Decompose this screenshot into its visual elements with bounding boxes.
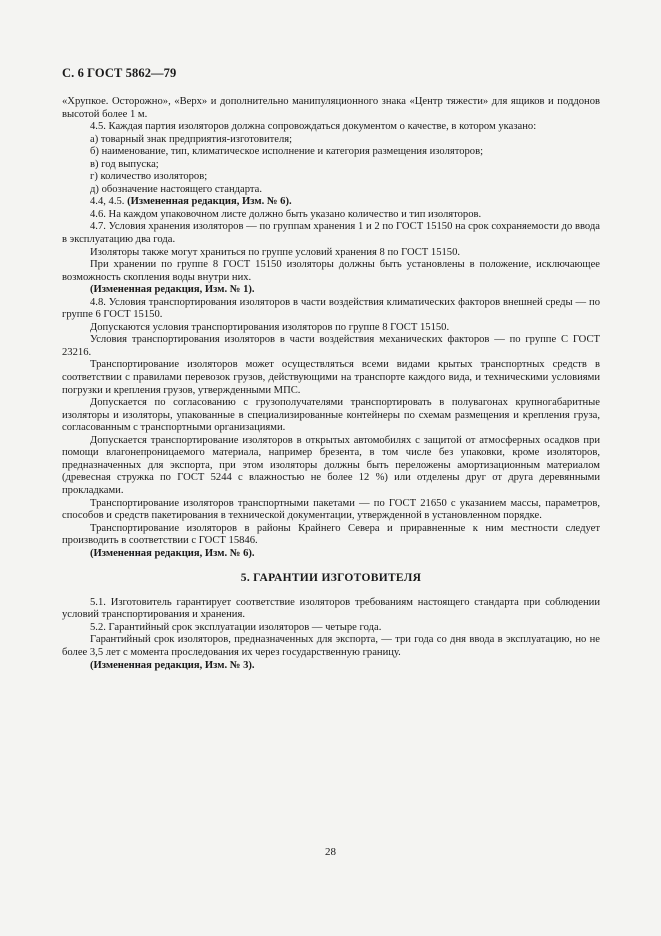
page-number: 28 xyxy=(325,846,336,858)
amendment-note: (Измененная редакция, Изм. № 3). xyxy=(90,659,255,671)
paragraph-text: 4.6. На каждом упаковочном листе должно быть указано количество и тип изоляторов. xyxy=(90,208,482,220)
paragraph-text: Транспортирование изоляторов транспортными пакетами — по ГОСТ 21650 с указанием массы, параметров, способов и средств пакетирования в технической документации, утвержденной в установленном порядке. xyxy=(62,497,600,522)
amendment-note: (Измененная редакция, Изм. № 1). xyxy=(90,284,255,296)
paragraph xyxy=(62,247,600,260)
paragraph xyxy=(62,284,600,297)
paragraph-text: 4.8. Условия транспортирования изоляторов в части воздействия климатических факторов внешней среды — по группе 6 ГОСТ 15150. xyxy=(62,296,600,321)
paragraph-text: г) количество изоляторов; xyxy=(90,171,208,183)
amendment-note: (Измененная редакция, Изм. № 6). xyxy=(90,547,255,559)
paragraph-text: 5.2. Гарантийный срок эксплуатации изоляторов — четыре года. xyxy=(90,621,382,633)
page-header: С. 6 ГОСТ 5862—79 xyxy=(62,66,177,80)
paragraph xyxy=(62,523,600,548)
paragraph xyxy=(62,259,600,284)
paragraph xyxy=(62,221,600,246)
document-body xyxy=(62,96,600,672)
paragraph xyxy=(62,660,600,673)
paragraph-text: Допускается по согласованию с грузополучателями транспортировать в полувагонах крупногабаритные изоляторы и изоляторы, упакованные в специализированные контейнеры по схемам размещения и крепления груза, согласованным с транспортными организациями. xyxy=(62,397,600,434)
amendment-note: (Измененная редакция, Изм. № 6). xyxy=(127,196,292,208)
paragraph-text: 4.4, 4.5. xyxy=(90,196,128,208)
paragraph-text: 5.1. Изготовитель гарантирует соответствие изоляторов требованиям настоящего стандарта при соблюдении условий транспортирования и хранения. xyxy=(62,596,600,621)
paragraph xyxy=(62,622,600,635)
paragraph-text: Допускается транспортирование изоляторов в открытых автомобилях с защитой от атмосферных осадков при помощи влагонепроницаемого материала, например брезента, в том числе без упаковки, кроме изоляторов, предназначенных для экспорта, при этом изоляторы должны быть переложены амортизационным материалом (древесная стружка по ГОСТ 5244 с влажностью не более 12 %) или отделены друг от друга деревянными прокладками. xyxy=(62,434,600,496)
paragraph xyxy=(62,184,600,197)
paragraph-text: Изоляторы также могут храниться по группе условий хранения 8 по ГОСТ 15150. xyxy=(90,246,461,258)
paragraph xyxy=(62,397,600,435)
paragraph-text: д) обозначение настоящего стандарта. xyxy=(90,183,263,195)
paragraph-text: в) год выпуска; xyxy=(90,158,159,170)
paragraph-text: Допускаются условия транспортирования изоляторов по группе 8 ГОСТ 15150. xyxy=(90,321,450,333)
paragraph xyxy=(62,196,600,209)
paragraph-text: 4.7. Условия хранения изоляторов — по группам хранения 1 и 2 по ГОСТ 15150 на срок сохраняемости до ввода в эксплуатацию два года. xyxy=(62,221,600,246)
paragraph xyxy=(62,297,600,322)
paragraph-text: Условия транспортирования изоляторов в части воздействия механических факторов — по группе С ГОСТ 23216. xyxy=(62,334,600,358)
section-4-text xyxy=(62,96,600,560)
paragraph xyxy=(62,134,600,147)
paragraph-text: Транспортирование изоляторов может осуществляться всеми видами крытых транспортных средств в соответствии с правилами перевозок грузов, действующими на транспорте каждого вида, и техническими условиями погрузки и крепления грузов, утвержденными МПС. xyxy=(62,359,600,396)
paragraph xyxy=(62,121,600,134)
paragraph xyxy=(62,171,600,184)
paragraph xyxy=(62,634,600,659)
paragraph xyxy=(62,322,600,335)
paragraph xyxy=(62,334,600,359)
paragraph-text: 4.5. Каждая партия изоляторов должна сопровождаться документом о качестве, в котором указано: xyxy=(90,121,537,133)
paragraph xyxy=(62,159,600,172)
paragraph xyxy=(62,548,600,561)
paragraph xyxy=(62,359,600,397)
paragraph xyxy=(62,146,600,159)
paragraph-text: «Хрупкое. Осторожно», «Верх» и дополнительно манипуляционного знака «Центр тяжести» для ящиков и поддонов высотой более 1 м. xyxy=(62,96,600,120)
paragraph-text: б) наименование, тип, климатическое исполнение и категория размещения изоляторов; xyxy=(90,146,484,158)
paragraph-text: а) товарный знак предприятия-изготовителя; xyxy=(90,133,293,145)
paragraph xyxy=(62,209,600,222)
paragraph xyxy=(62,597,600,622)
paragraph-text: Транспортирование изоляторов в районы Крайнего Севера и приравненные к ним местности следует производить в соответствии с ГОСТ 15846. xyxy=(62,522,600,547)
section-title: 5. ГАРАНТИИ ИЗГОТОВИТЕЛЯ xyxy=(240,572,422,585)
paragraph-text: Гарантийный срок изоляторов, предназначенных для экспорта, — три года со дня ввода в эксплуатацию, но не более 3,5 лет с момента проследования их через государственную границу. xyxy=(62,634,600,658)
paragraph xyxy=(62,498,600,523)
paragraph-text: При хранении по группе 8 ГОСТ 15150 изоляторы должны быть установлены в положение, исключающее возможность скопления воды внутри них. xyxy=(62,259,600,283)
section-5-text xyxy=(62,597,600,672)
paragraph xyxy=(62,435,600,498)
paragraph xyxy=(62,96,600,121)
